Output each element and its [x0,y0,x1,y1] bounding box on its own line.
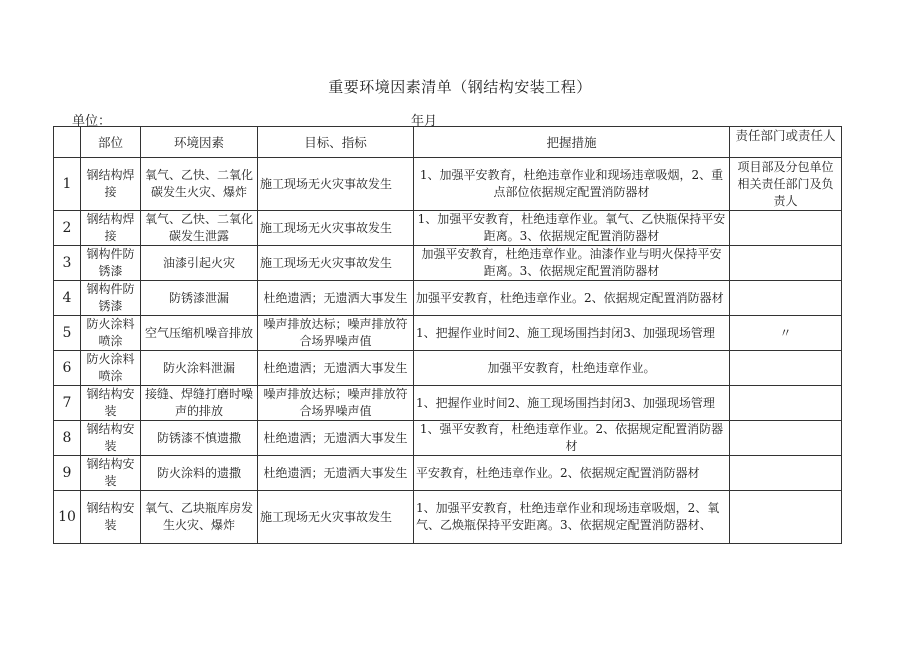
row-dept: 钢结构焊接 [81,158,141,211]
table-row [54,281,842,316]
header-row [54,127,842,158]
row-target: 施工现场无火灾事故发生 [258,491,414,544]
row-target: 杜绝遗洒；无遗洒大事发生 [258,421,414,456]
row-measure: 1、强平安教育，杜绝违章作业。2、依据规定配置消防器材 [414,421,730,456]
row-factor: 接缝、焊缝打磨时噪声的排放 [141,386,258,421]
row-no: 5 [54,316,81,351]
row-target: 施工现场无火灾事故发生 [258,158,414,211]
header-no [54,127,81,158]
row-resp: 〃 [730,316,842,351]
row-target: 杜绝遗洒；无遗洒大事发生 [258,351,414,386]
row-no: 2 [54,211,81,246]
row-target: 施工现场无火灾事故发生 [258,211,414,246]
row-factor: 空气压缩机噪音排放 [141,316,258,351]
row-no: 3 [54,246,81,281]
row-target: 杜绝遗洒；无遗洒大事发生 [258,456,414,491]
row-measure: 加强平安教育，杜绝违章作业。2、依据规定配置消防器材 [414,281,730,316]
row-factor: 防锈漆泄漏 [141,281,258,316]
header-dept: 部位 [81,127,141,158]
row-resp [730,491,842,544]
row-factor: 氧气、乙块瓶库房发生火灾、爆炸 [141,491,258,544]
row-target: 噪声排放达标；噪声排放符合场界噪声值 [258,316,414,351]
row-dept: 钢构件防锈漆 [81,246,141,281]
row-resp: 项目部及分包单位相关责任部门及负责人 [730,158,842,211]
row-resp [730,281,842,316]
header-measure: 把握措施 [414,127,730,158]
row-measure: 1、把握作业时间2、施工现场围挡封闭3、加强现场管理 [414,386,730,421]
row-resp [730,421,842,456]
row-resp [730,351,842,386]
row-dept: 钢构件防锈漆 [81,281,141,316]
row-measure: 1、加强平安教育，杜绝违章作业。氧气、乙快瓶保持平安距离。3、依据规定配置消防器材 [414,211,730,246]
row-target: 噪声排放达标；噪声排放符合场界噪声值 [258,386,414,421]
row-resp [730,246,842,281]
row-dept: 钢结构安装 [81,386,141,421]
row-measure: 1、加强平安教育，杜绝违章作业和现场违章吸烟，2、重点部位依据规定配置消防器材 [414,158,730,211]
table-row [54,351,842,386]
row-measure: 1、加强平安教育，杜绝违章作业和现场违章吸烟，2、氧气、乙焕瓶保持平安距离。3、依据规定配置消防器材、 [414,491,730,544]
row-dept: 钢结构焊接 [81,211,141,246]
header-target: 目标、指标 [258,127,414,158]
row-target: 杜绝遗洒；无遗洒大事发生 [258,281,414,316]
environment-factor-table [53,126,842,544]
table-row [54,158,842,211]
row-no: 7 [54,386,81,421]
row-factor: 油漆引起火灾 [141,246,258,281]
table-row [54,386,842,421]
row-no: 1 [54,158,81,211]
row-measure: 1、把握作业时间2、施工现场围挡封闭3、加强现场管理 [414,316,730,351]
row-factor: 防火涂料的遗撒 [141,456,258,491]
row-dept: 钢结构安装 [81,456,141,491]
row-resp [730,386,842,421]
table-row [54,211,842,246]
table-row [54,421,842,456]
row-dept: 钢结构安装 [81,491,141,544]
row-no: 6 [54,351,81,386]
header-factor: 环境因素 [141,127,258,158]
row-factor: 氧气、乙快、二氧化碳发生泄露 [141,211,258,246]
row-target: 施工现场无火灾事故发生 [258,246,414,281]
row-no: 9 [54,456,81,491]
row-no: 8 [54,421,81,456]
row-dept: 防火涂料喷涂 [81,351,141,386]
table-row [54,456,842,491]
row-dept: 防火涂料喷涂 [81,316,141,351]
table-row [54,246,842,281]
row-factor: 氧气、乙快、二氧化碳发生火灾、爆炸 [141,158,258,211]
row-measure: 加强平安教育，杜绝违章作业。 [414,351,730,386]
table-row [54,491,842,544]
header-resp: 责任部门或责任人 [730,127,842,158]
row-no: 4 [54,281,81,316]
unit-label: 单位： [72,114,112,129]
row-dept: 钢结构安装 [81,421,141,456]
row-resp [730,211,842,246]
row-measure: 加强平安教育，杜绝违章作业。油漆作业与明火保持平安距离。3、依据规定配置消防器材 [414,246,730,281]
row-no: 10 [54,491,81,544]
row-factor: 防火涂料泄漏 [141,351,258,386]
date-label: 年月 [411,114,438,129]
table-row [54,316,842,351]
page-title: 重要环境因素清单（钢结构安装工程） [328,78,592,96]
row-measure: 平安教育，杜绝违章作业。2、依据规定配置消防器材 [414,456,730,491]
row-factor: 防锈漆不慎遗撒 [141,421,258,456]
row-resp [730,456,842,491]
